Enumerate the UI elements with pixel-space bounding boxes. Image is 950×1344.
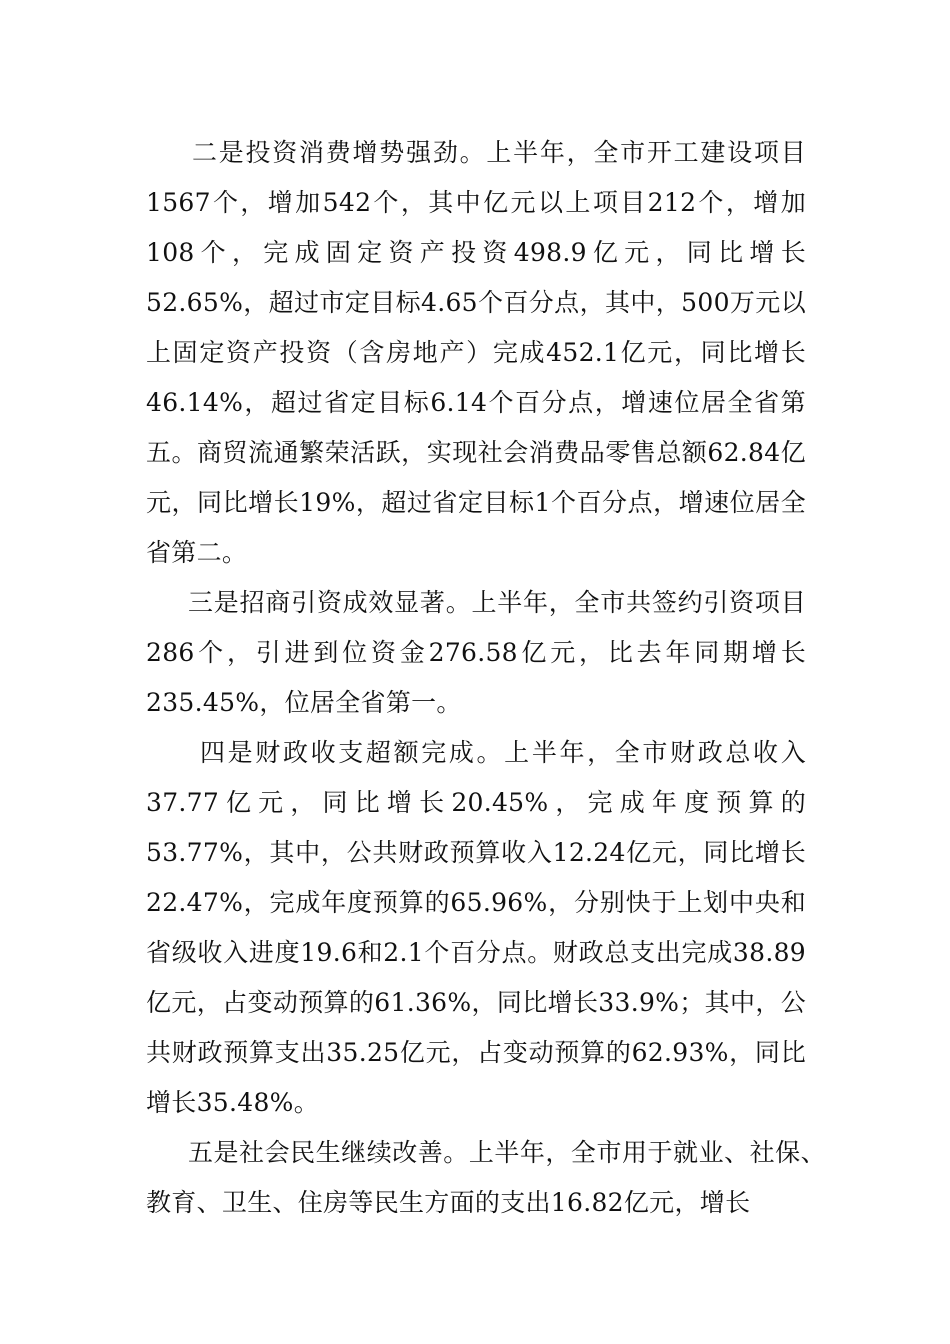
paragraph-fiscal-revenue-expenditure: 四是财政收支超额完成。上半年，全市财政总收入37.77亿元，同比增长20.45%，完成年度预算的53.77%，其中，公共财政预算收入12.24亿元，同比增长22.47%，完成年度预算的65.96%，分别快于上划中央和省级收入进度19.6和2.1个百分点。财政总支出完成38.89亿元，占变动预算的61.36%，同比增长33.9%；其中，公共财政预算支出35.25亿元，占变动预算的62.93%，同比增长35.48%。 xyxy=(146,738,806,1117)
paragraph-investment-consumption: 二是投资消费增势强劲。上半年，全市开工建设项目1567个，增加542个，其中亿元以上项目212个，增加108个，完成固定资产投资498.9亿元，同比增长52.65%，超过市定目标4.65个百分点，其中，500万元以上固定资产投资（含房地产）完成452.1亿元，同比增长46.14%，超过省定目标6.14个百分点，增速位居全省第五。商贸流通繁荣活跃，实现社会消费品零售总额62.84亿元，同比增长19%，超过省定目标1个百分点，增速位居全省第二。 xyxy=(146,138,806,567)
document-page xyxy=(146,128,826,1228)
paragraph-social-welfare: 五是社会民生继续改善。上半年，全市用于就业、社保、教育、卫生、住房等民生方面的支出16.82亿元，增长 xyxy=(146,1138,826,1217)
paragraph-investment-attraction: 三是招商引资成效显著。上半年，全市共签约引资项目286个，引进到位资金276.58亿元，比去年同期增长235.45%，位居全省第一。 xyxy=(146,588,806,717)
